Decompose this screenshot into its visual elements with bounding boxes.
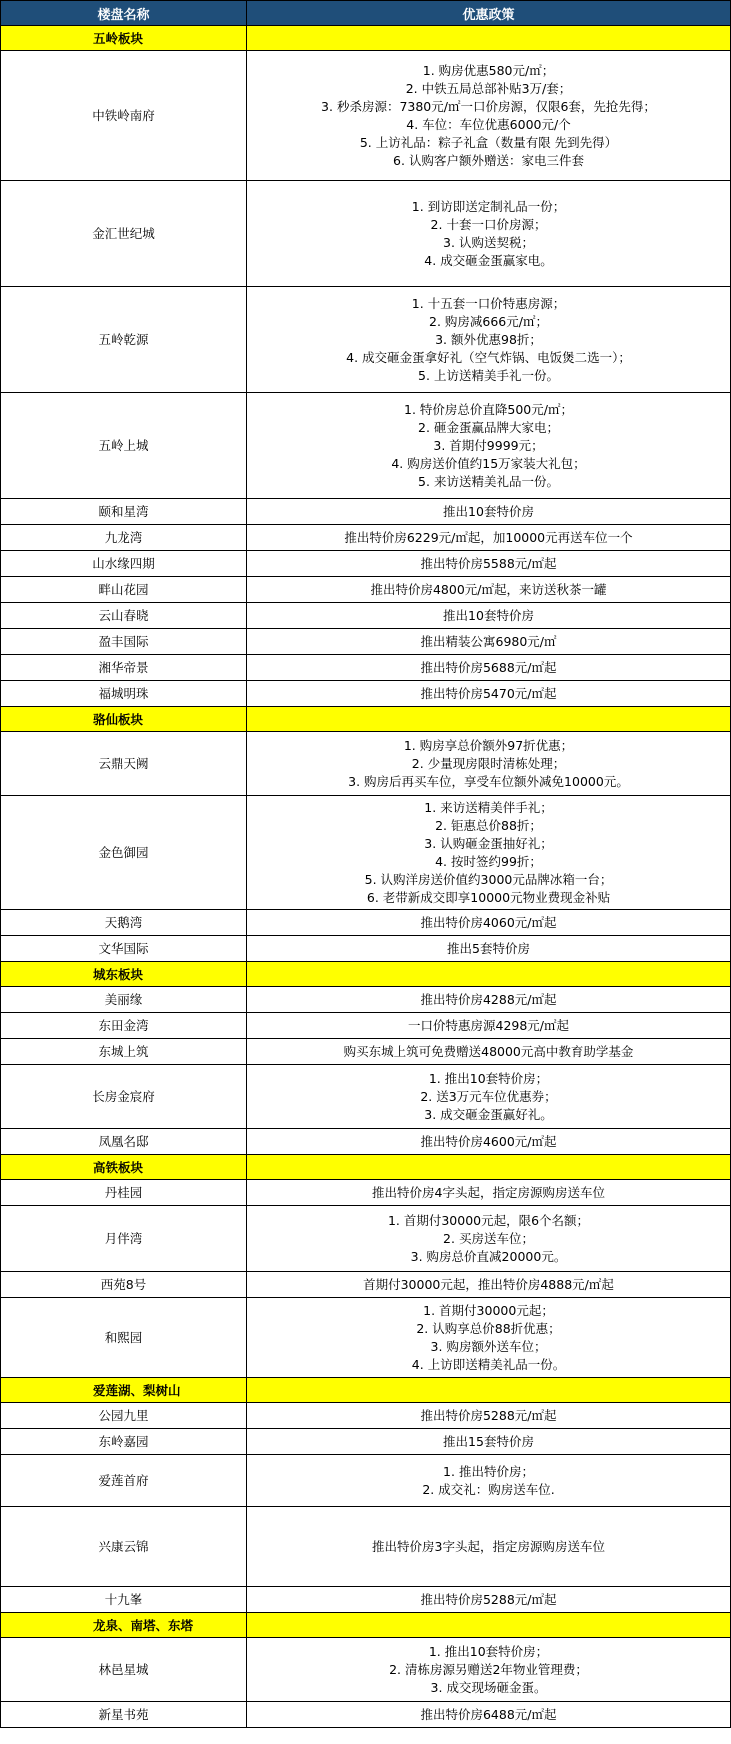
table-row	[1, 181, 731, 287]
section-blank	[247, 1613, 731, 1638]
table-row	[1, 1403, 731, 1429]
policy-line: 2. 中铁五局总部补贴3万/套；	[405, 80, 572, 96]
policy-line: 2. 送3万元车位优惠券；	[420, 1088, 557, 1104]
policy-line: 推出特价房6488元/㎡起	[420, 1706, 557, 1722]
policy-line: 3. 认购砸金蛋抽好礼；	[424, 835, 553, 851]
header-row	[1, 1, 731, 26]
policy-line: 1. 首期付30000元起，限6个名额；	[387, 1212, 590, 1228]
property-name: 云山春晓	[1, 603, 247, 629]
policy-line: 2. 购房减666元/㎡；	[429, 313, 548, 329]
policy-line: 推出特价房5688元/㎡起	[420, 659, 557, 675]
policy-cell	[247, 1298, 731, 1378]
policy-line: 2. 买房送车位；	[443, 1230, 534, 1246]
policy-line: 4. 按时签约99折；	[435, 853, 542, 869]
section-row	[1, 1155, 731, 1180]
property-name: 福城明珠	[1, 681, 247, 707]
policy-cell	[247, 1039, 731, 1065]
policy-line: 3. 购房后再买车位，享受车位额外减免10000元。	[348, 773, 629, 789]
table-row	[1, 1013, 731, 1039]
policy-cell	[247, 393, 731, 499]
policy-cell	[247, 1129, 731, 1155]
policy-line: 1. 特价房总价直降500元/㎡；	[404, 401, 573, 417]
table-row	[1, 1587, 731, 1613]
table-row	[1, 1129, 731, 1155]
table-row	[1, 525, 731, 551]
property-name: 西苑8号	[1, 1272, 247, 1298]
policy-line: 1. 十五套一口价特惠房源；	[411, 295, 566, 311]
policy-line: 推出特价房4800元/㎡起，来访送秋茶一罐	[370, 581, 607, 597]
policy-line: 首期付30000元起，推出特价房4888元/㎡起	[363, 1276, 614, 1292]
property-name: 云鼎天阙	[1, 732, 247, 796]
policy-cell	[247, 987, 731, 1013]
policy-line: 2. 砸金蛋赢品牌大家电；	[418, 419, 559, 435]
table-row	[1, 499, 731, 525]
policy-line: 推出特价房5288元/㎡起	[420, 1591, 557, 1607]
policy-cell	[247, 1403, 731, 1429]
policy-line: 4. 成交砸金蛋赢家电。	[424, 252, 553, 268]
property-name: 十九峯	[1, 1587, 247, 1613]
table-row	[1, 1507, 731, 1587]
policy-line: 推出特价房5288元/㎡起	[420, 1407, 557, 1423]
policy-line: 2. 认购享总价88折优惠；	[416, 1320, 561, 1336]
policy-line: 3. 成交砸金蛋赢好礼。	[424, 1106, 553, 1122]
section-row	[1, 1378, 731, 1403]
policy-cell	[247, 525, 731, 551]
policy-line: 1. 首期付30000元起；	[423, 1302, 554, 1318]
table-row	[1, 629, 731, 655]
policy-cell	[247, 287, 731, 393]
section-name: 龙泉、南塔、东塔	[1, 1613, 247, 1638]
policy-line: 6. 认购客户额外赠送：家电三件套	[393, 152, 584, 168]
property-name: 金汇世纪城	[1, 181, 247, 287]
policy-line: 3. 首期付9999元；	[433, 437, 544, 453]
property-name: 湘华帝景	[1, 655, 247, 681]
property-name: 月伴湾	[1, 1206, 247, 1272]
policy-line: 推出特价房4060元/㎡起	[420, 914, 557, 930]
table-row	[1, 796, 731, 910]
table-row	[1, 681, 731, 707]
policy-line: 4. 成交砸金蛋拿好礼（空气炸锅、电饭煲二选一）；	[346, 349, 631, 365]
property-name: 凤凰名邸	[1, 1129, 247, 1155]
property-name: 爱莲首府	[1, 1455, 247, 1507]
policy-cell	[247, 1272, 731, 1298]
policy-cell	[247, 681, 731, 707]
policy-line: 推出特价房4288元/㎡起	[420, 991, 557, 1007]
table-row	[1, 910, 731, 936]
table-row	[1, 577, 731, 603]
property-name: 五岭乾源	[1, 287, 247, 393]
policy-cell	[247, 1429, 731, 1455]
policy-line: 5. 来访送精美礼品一份。	[418, 473, 559, 489]
table-row	[1, 393, 731, 499]
policy-line: 5. 上访送精美手礼一份。	[418, 367, 559, 383]
policy-cell	[247, 1013, 731, 1039]
policy-line: 推出特价房5588元/㎡起	[420, 555, 557, 571]
section-name: 爱莲湖、梨树山	[1, 1378, 247, 1403]
property-name: 公园九里	[1, 1403, 247, 1429]
policy-line: 4. 上访即送精美礼品一份。	[411, 1356, 566, 1372]
policy-line: 1. 购房享总价额外97折优惠；	[403, 737, 574, 753]
policy-cell	[247, 1507, 731, 1587]
section-name: 高铁板块	[1, 1155, 247, 1180]
policy-line: 2. 清栋房源另赠送2年物业管理费；	[389, 1661, 588, 1677]
table-row	[1, 987, 731, 1013]
property-name: 九龙湾	[1, 525, 247, 551]
policy-line: 1. 推出10套特价房；	[428, 1643, 549, 1659]
table-row	[1, 1180, 731, 1206]
header-property-name: 楼盘名称	[1, 1, 247, 26]
policy-cell	[247, 936, 731, 962]
policy-line: 3. 额外优惠98折；	[435, 331, 542, 347]
table-row	[1, 1039, 731, 1065]
policy-cell	[247, 732, 731, 796]
header-policy: 优惠政策	[247, 1, 731, 26]
table-body	[1, 26, 731, 1728]
policy-line: 推出精装公寓6980元/㎡	[420, 633, 557, 649]
table-row	[1, 603, 731, 629]
policy-cell	[247, 910, 731, 936]
policy-line: 2. 钜惠总价88折；	[435, 817, 542, 833]
policy-cell	[247, 655, 731, 681]
policy-line: 2. 少量现房限时清栋处理；	[411, 755, 566, 771]
policy-line: 一口价特惠房源4298元/㎡起	[407, 1017, 570, 1033]
policy-line: 2. 十套一口价房源；	[430, 216, 547, 232]
property-name: 盈丰国际	[1, 629, 247, 655]
table-row	[1, 551, 731, 577]
policy-line: 推出10套特价房	[443, 607, 534, 623]
property-name: 东田金湾	[1, 1013, 247, 1039]
policy-line: 推出特价房6229元/㎡起，加10000元再送车位一个	[344, 529, 633, 545]
property-name: 和熙园	[1, 1298, 247, 1378]
policy-cell	[247, 577, 731, 603]
section-row	[1, 26, 731, 51]
policy-line: 推出特价房5470元/㎡起	[420, 685, 557, 701]
policy-cell	[247, 1180, 731, 1206]
property-name: 中铁岭南府	[1, 51, 247, 181]
property-name: 美丽缘	[1, 987, 247, 1013]
property-name: 丹桂园	[1, 1180, 247, 1206]
property-name: 文华国际	[1, 936, 247, 962]
property-name: 东岭嘉园	[1, 1429, 247, 1455]
table-row	[1, 1065, 731, 1129]
policy-cell	[247, 181, 731, 287]
policy-line: 推出特价房4字头起，指定房源购房送车位	[372, 1184, 605, 1200]
table-row	[1, 1206, 731, 1272]
property-name: 山水缘四期	[1, 551, 247, 577]
table-row	[1, 287, 731, 393]
section-name: 骆仙板块	[1, 707, 247, 732]
policy-line: 4. 购房送价值约15万家装大礼包；	[391, 455, 586, 471]
property-name: 新星书苑	[1, 1702, 247, 1728]
policy-line: 5. 认购洋房送价值约3000元品牌冰箱一台；	[364, 871, 613, 887]
section-blank	[247, 962, 731, 987]
policy-line: 5. 上访礼品：粽子礼盒（数量有限 先到先得）	[359, 134, 618, 150]
policy-line: 6. 老带新成交即享10000元物业费现金补贴	[366, 889, 611, 905]
property-name: 畔山花园	[1, 577, 247, 603]
section-name: 五岭板块	[1, 26, 247, 51]
table-row	[1, 1298, 731, 1378]
table-row	[1, 732, 731, 796]
property-name: 金色御园	[1, 796, 247, 910]
policy-cell	[247, 1702, 731, 1728]
policy-line: 3. 秒杀房源：7380元/㎡一口价房源，仅限6套，先抢先得；	[321, 98, 656, 114]
section-blank	[247, 1378, 731, 1403]
policy-cell	[247, 629, 731, 655]
policy-line: 3. 购房总价直减20000元。	[410, 1248, 567, 1264]
table-row	[1, 655, 731, 681]
policy-line: 1. 来访送精美伴手礼；	[424, 799, 553, 815]
policy-cell	[247, 51, 731, 181]
policy-line: 1. 到访即送定制礼品一份；	[411, 198, 566, 214]
property-name: 天鹅湾	[1, 910, 247, 936]
property-name: 东城上筑	[1, 1039, 247, 1065]
policy-line: 购买东城上筑可免费赠送48000元高中教育助学基金	[343, 1043, 634, 1059]
property-name: 五岭上城	[1, 393, 247, 499]
policy-line: 1. 推出特价房；	[443, 1463, 534, 1479]
table-row	[1, 936, 731, 962]
policy-line: 3. 认购送契税；	[443, 234, 534, 250]
property-name: 林邑星城	[1, 1638, 247, 1702]
policy-cell	[247, 1065, 731, 1129]
section-blank	[247, 26, 731, 51]
policy-line: 推出特价房4600元/㎡起	[420, 1133, 557, 1149]
table-row	[1, 1702, 731, 1728]
policy-cell	[247, 603, 731, 629]
policy-line: 推出特价房3字头起，指定房源购房送车位	[372, 1538, 605, 1554]
table-row	[1, 51, 731, 181]
policy-line: 3. 购房额外送车位；	[430, 1338, 547, 1354]
policy-line: 3. 成交现场砸金蛋。	[430, 1679, 547, 1695]
section-row	[1, 1613, 731, 1638]
section-name: 城东板块	[1, 962, 247, 987]
policy-cell	[247, 1455, 731, 1507]
property-name: 颐和星湾	[1, 499, 247, 525]
policy-line: 2. 成交礼：购房送车位.	[422, 1481, 555, 1497]
policy-line: 推出5套特价房	[447, 940, 530, 956]
section-row	[1, 707, 731, 732]
section-row	[1, 962, 731, 987]
policy-line: 1. 推出10套特价房；	[428, 1070, 549, 1086]
policy-line: 推出15套特价房	[443, 1433, 534, 1449]
policy-cell	[247, 1638, 731, 1702]
table-row	[1, 1272, 731, 1298]
policy-line: 1. 购房优惠580元/㎡；	[422, 62, 555, 78]
property-name: 长房金宸府	[1, 1065, 247, 1129]
section-blank	[247, 707, 731, 732]
policy-cell	[247, 551, 731, 577]
policy-cell	[247, 1587, 731, 1613]
policy-cell	[247, 796, 731, 910]
section-blank	[247, 1155, 731, 1180]
policy-line: 推出10套特价房	[443, 503, 534, 519]
table-row	[1, 1429, 731, 1455]
policy-cell	[247, 499, 731, 525]
policy-cell	[247, 1206, 731, 1272]
table-row	[1, 1638, 731, 1702]
policy-line: 4. 车位：车位优惠6000元/个	[406, 116, 571, 132]
property-name: 兴康云锦	[1, 1507, 247, 1587]
table-row	[1, 1455, 731, 1507]
